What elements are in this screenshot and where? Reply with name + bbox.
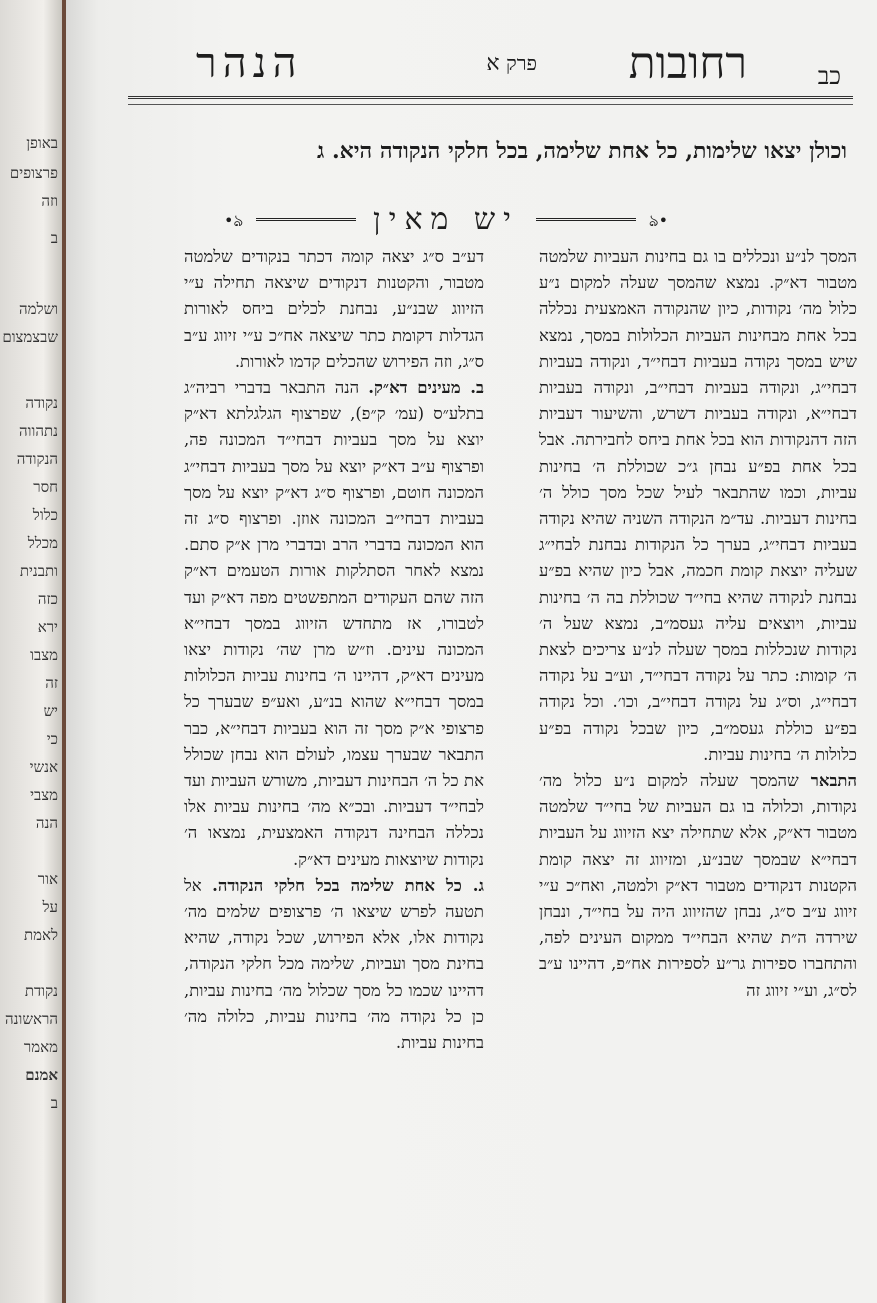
chapter-label — [486, 50, 537, 76]
left-page-text: ב — [50, 229, 58, 247]
chapter-word: פרק — [505, 51, 537, 75]
section-title: הנהר — [196, 38, 303, 87]
left-page-text: כלול — [32, 506, 58, 524]
adjacent-left-page — [0, 0, 62, 1303]
running-header — [126, 30, 857, 90]
paragraph — [539, 768, 857, 1004]
left-page-text: ב — [50, 1094, 58, 1112]
chapter-letter: א — [486, 51, 500, 76]
left-page-text: אור — [37, 870, 58, 888]
paragraph-body: שהמסך שעלה למקום נ״ע כלול מה׳ נקודות, וכלולה בו גם העביות של בחי״ד שלמטה מטבור דא״ק, אלא שתחילה יצא הזיווג על העביות דבחי״א שבמסך שבנ״ע, ומזיווג זה יצאה קומת הקטנות דנקודים מטבור דא״ק ולמטה, ואח״כ ע״י זיווג ע״ב ס״ג, נבחן שהזיווג היה על בחי״ד, ונבחן שירדה ה״ת שהיא הבחי״ד ממקום העינים לפה, והתחברו ספירות גר״ע לספירות אח״פ, דהיינו ע״ב לס״ג, וע״י זיווג זה — [539, 771, 857, 1000]
paragraph — [184, 873, 484, 1056]
left-page-text: על — [42, 898, 58, 916]
left-page-text: נקודה — [25, 394, 58, 412]
left-page-text: פרצופים — [9, 164, 58, 182]
left-page-text: מצבי — [30, 786, 58, 804]
left-text-column — [184, 244, 484, 1056]
paragraph-lead: ג. כל אחת שלימה בכל חלקי הנקודה. — [212, 875, 484, 895]
left-page-text: אנשי — [29, 758, 58, 776]
subsection-divider — [216, 204, 676, 238]
left-page-text: מכלל — [27, 534, 58, 552]
left-page-text: נתהווה — [19, 422, 58, 440]
left-page-text: ירא — [37, 618, 58, 636]
book-title: רחובות — [628, 38, 747, 89]
left-page-text: הנה — [35, 814, 58, 832]
divider-line — [536, 218, 636, 221]
left-page-text: הנקודה — [16, 450, 58, 468]
left-page-text: מאמר — [23, 1038, 58, 1056]
left-page-text: נקודת — [24, 982, 58, 1000]
subsection-title: יש מאין — [373, 202, 519, 237]
paragraph: דע״ב ס״ג יצאה קומה דכתר בנקודים שלמטה מטבור, והקטנות דנקודים שיצאה תחילה ע״י הזיווג שבנ״ע, נבחנת לכלים ביחס לאורות הגדלות דקומת כתר שיצאה אח״כ ע״י זיווג ע״ב ס״ג, וזה הפירוש שהכלים קדמו לאורות. — [184, 247, 484, 371]
header-rule-thin — [128, 104, 853, 105]
ornament-left-icon: ঌ• — [224, 211, 244, 230]
left-page-text: אמנם — [25, 1066, 58, 1084]
page-number: כב — [817, 62, 841, 90]
paragraph: המסך לנ״ע ונכללים בו גם בחינות העביות שלמטה מטבור דא״ק. נמצא שהמסך שעלה למקום נ״ע כלול מה׳ נקודות, כיון שהנקודה האמצעית נכללה בכל אחת מבחינות העביות הכלולות במסך, נמצא שיש במסך נקודה בעביות דבחי״ד, ונקודה בעביות דבחי״ג, ונקודה בעביות דבחי״ב, ונקודה בעביות דבחי״א, ונקודה בעביות דשרש, והשיעור דעביות הזה דהנקודות הוא בכל אחת ביחס לחבירתה. אבל בכל אחת בפ״ע נבחן ג״כ שכוללת ה׳ בחינות עביות, וכמו שהתבאר לעיל שכל מסך כולל ה׳ בחינות דעביות. עד״מ הנקודה השניה שהיא נקודה בעביות דבחי״ג, בערך כל הנקודות נבחנת לבחי״ג שעליה יוצאת קומת חכמה, אבל כיון שהיא בפ״ע נבחנת לנקודה שהיא בחי״ד שכוללת בה ה׳ בחינות עביות, ויוצאים עליה געסמ״ב, נמצא שעל ה׳ נקודות שנכללות במסך שעלה לנ״ע צריכים לצאת ה׳ קומות: כתר על נקודה דבחי״ד, וע״ב על נקודה דבחי״ג, וס״ג על נקודה דבחי״ב, וכו׳. וכל נקודה בפ״ע כוללת געסמ״ב, כיון שבכל נקודה בפ״ע כלולות ה׳ בחינות עביות. — [539, 247, 857, 764]
left-page-text: באופן — [26, 134, 58, 152]
left-page-text: כזה — [37, 590, 58, 608]
left-page-text: לאמת — [23, 926, 58, 944]
left-page-text: וזה — [41, 192, 58, 210]
left-page-text: חסר — [33, 478, 58, 496]
left-page-text: מצבו — [30, 646, 58, 664]
left-page-text: כי — [46, 730, 58, 748]
left-page-text: שבצמצום — [2, 328, 58, 346]
left-page-text: ותבנית — [19, 562, 58, 580]
right-text-column — [539, 244, 857, 1004]
paragraph-lead: התבאר — [810, 771, 857, 791]
verse-heading: וכולן יצאו שלימות, כל אחת שלימה, בכל חלקי הנקודה היא. ג — [317, 138, 847, 164]
paragraph-lead: ב. מעינים דא״ק. — [368, 378, 484, 398]
paragraph-body: הנה התבאר בדברי רביה״ג בתלע״ס (עמ׳ ק״פ), שפרצוף הגלגלתא דא״ק יוצא על מסך בעביות דבחי״ד המכונה פה, ופרצוף ע״ב דא״ק יוצא על מסך בעביות דבחי״ג המכונה חוטם, ופרצוף ס״ג דא״ק יוצא על מסך בעביות דבחי״ב המכונה אוזן. ופרצוף ס״ג זה הוא המכונה בדברי הרב ובדברי מרן א״ק סתם. נמצא לאחר הסתלקות אורות הטעמים דא״ק הזה שהם העקודים המתפשטים מפה דא״ק ועד לטבורו, אז מתחדש הזיווג במסך דבחי״א המכונה עינים. וז״ש מרן שה׳ נקודות יצאו מעינים דא״ק, דהיינו ה׳ בחינות עביות הכלולות במסך דבחי״א שהוא בנ״ע, ואע״פ שבערך כל פרצופי א״ק מסך זה הוא בעביות דבחי״א, כבר התבאר שבערך עצמו, לעולם הוא נבחן שכולל את כל ה׳ הבחינות דעביות, משורש העביות ועד לבחי״ד דעביות. ובכ״א מה׳ בחינות עביות אלו נכללה הבחינה דנקודה האמצעית, נמצאו ה׳ נקודות שיוצאות מעינים דא״ק. — [184, 378, 484, 869]
ornament-right-icon: •ঌ — [648, 211, 668, 230]
left-page-text: זה — [45, 674, 58, 692]
left-page-text: הראשונה — [5, 1010, 58, 1028]
paragraph — [184, 375, 484, 873]
left-page-text: ושלמה — [19, 300, 58, 318]
header-rule — [128, 96, 853, 99]
divider-line — [256, 218, 356, 221]
left-page-text: יש — [43, 702, 58, 720]
book-page — [66, 0, 877, 1303]
paragraph-body: אל תטעה לפרש שיצאו ה׳ פרצופים שלמים מה׳ נקודות אלו, אלא הפירוש, שכל נקודה, שהיא בחינת מסך ועביות, שלימה מכל חלקי הנקודה, דהיינו שכמו כל מסך שכלול מה׳ בחינות עביות, כן כל נקודה מה׳ בחינות עביות, כלולה מה׳ בחינות עביות. — [184, 875, 484, 1053]
